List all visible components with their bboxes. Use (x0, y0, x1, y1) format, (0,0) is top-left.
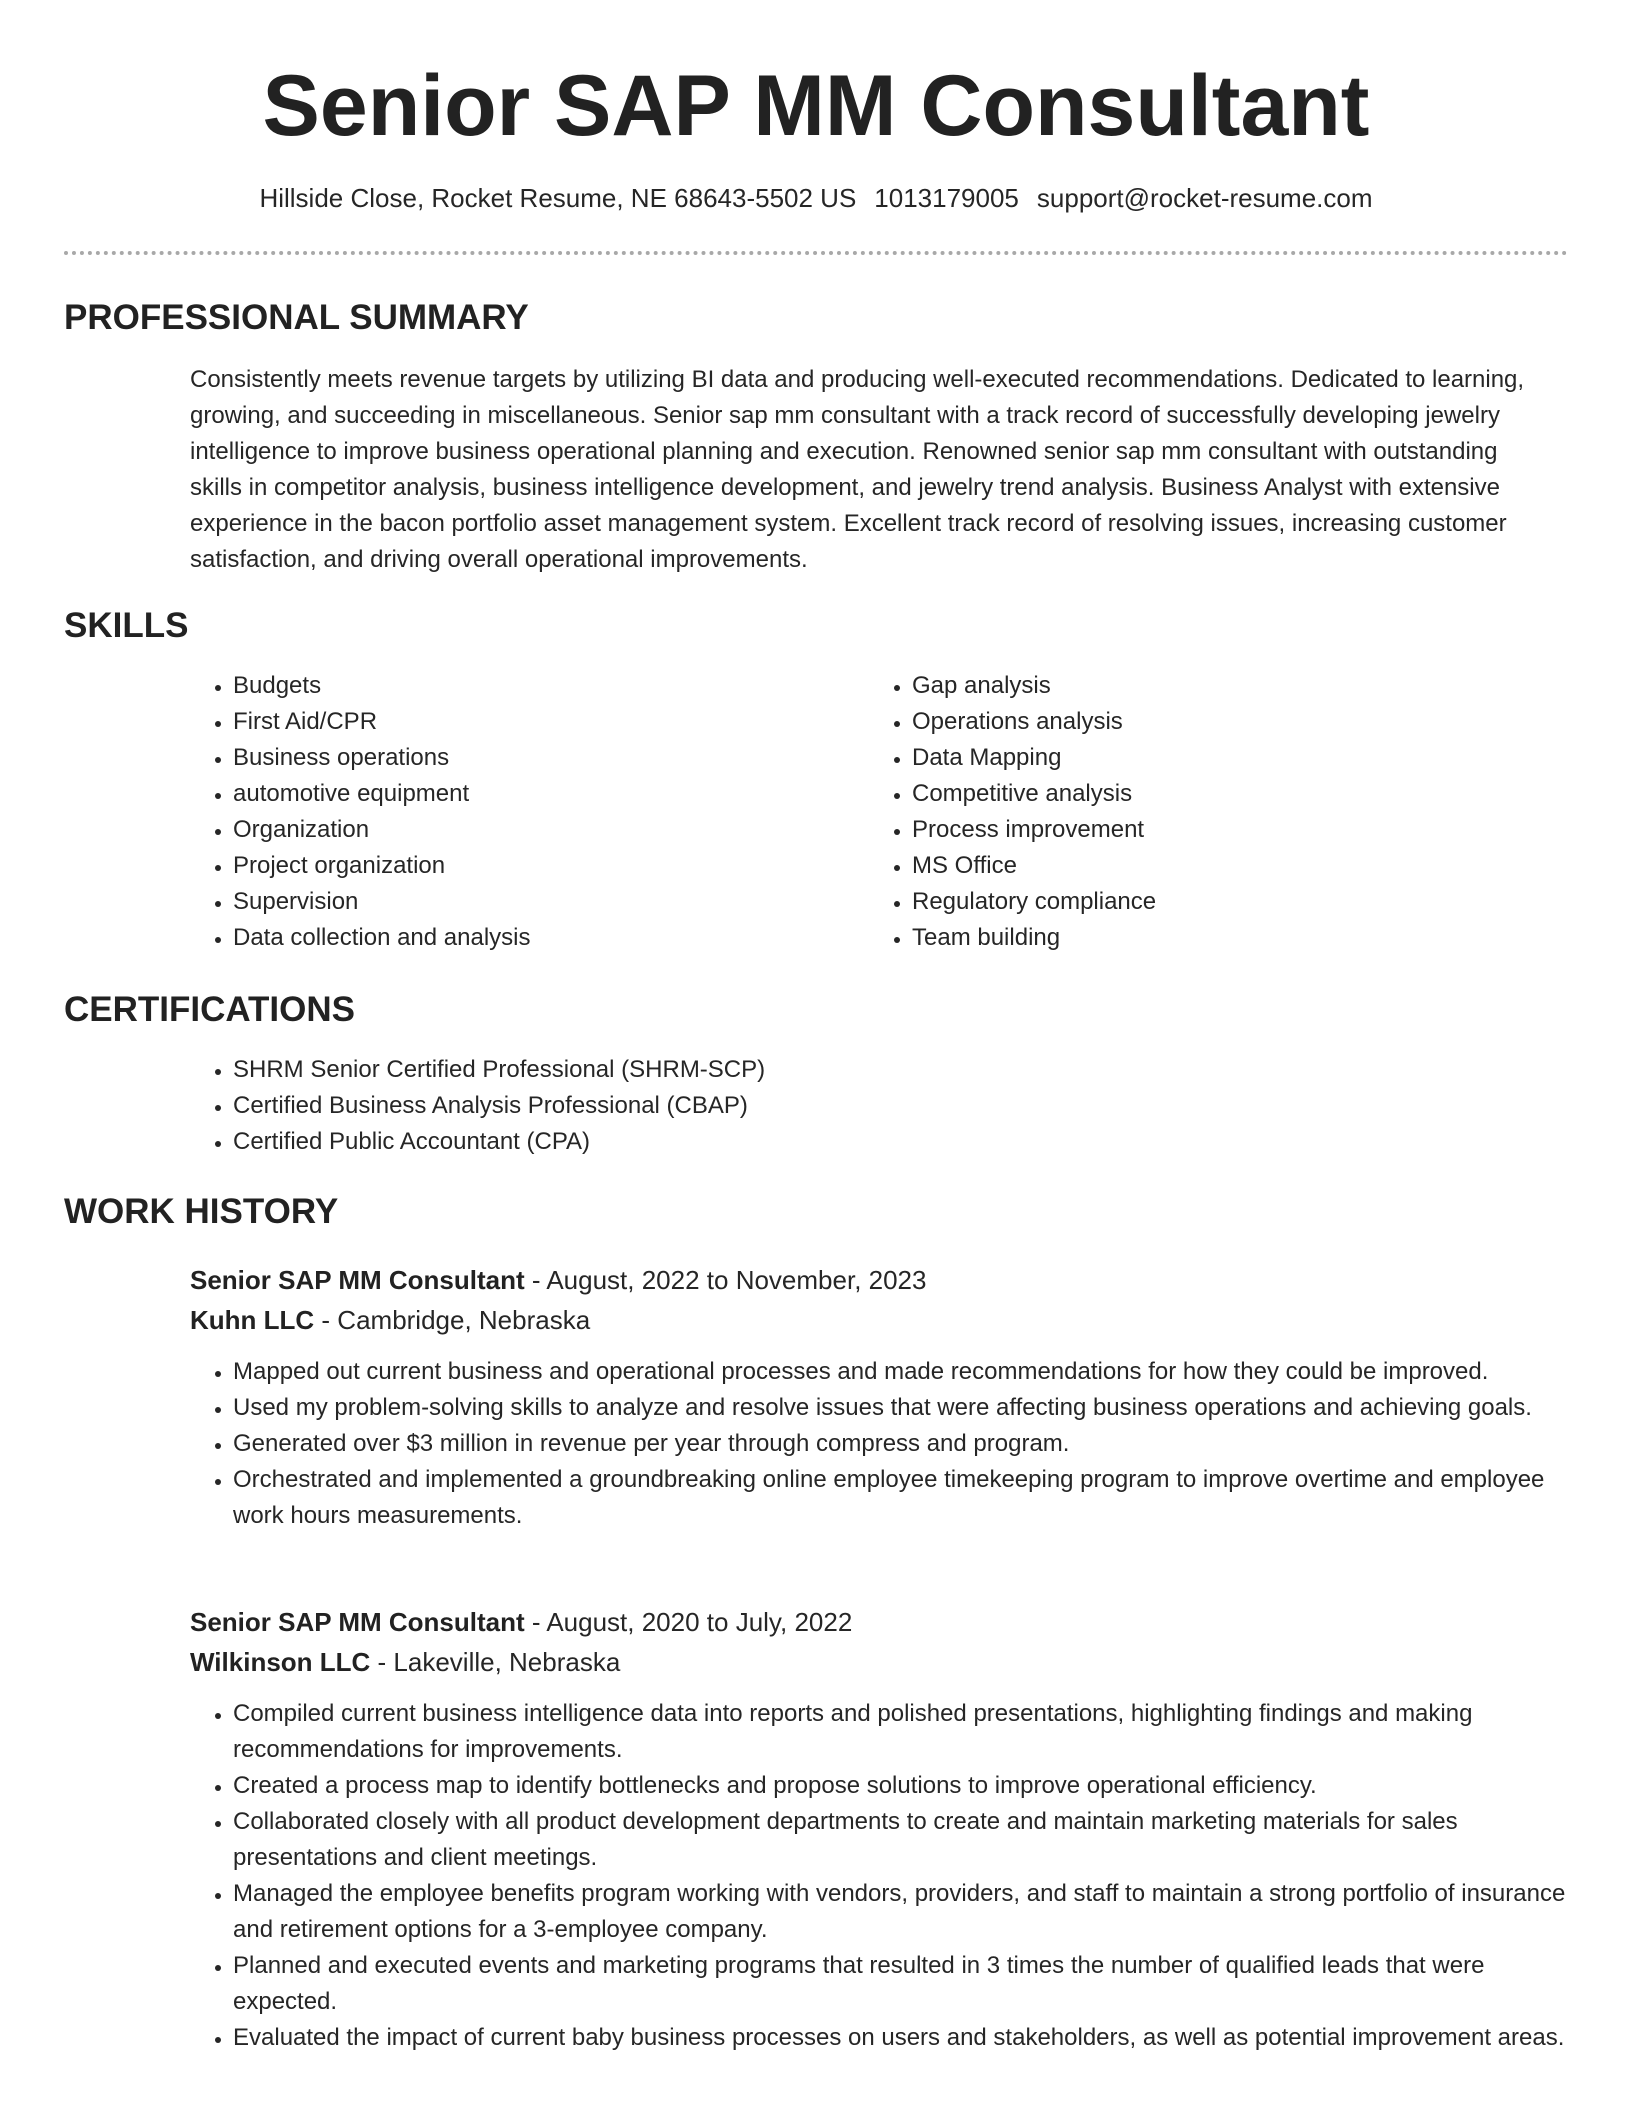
skill-item: • Organization (233, 812, 793, 848)
summary-text: Consistently meets revenue targets by utilizing BI data and producing well-executed recommendations. Dedicated to learning, growing, and succeeding in miscellaneous. Senior sap mm consultant with a track record of successfully developing jewelry intelligence to improve business operational planning and execution. Renowned senior sap mm consultant with outstanding skills in competitor analysis, business intelligence development, and jewelry trend analysis. Business Analyst with extensive experience in the bacon portfolio asset management system. Excellent track record of resolving issues, increasing customer satisfaction, and driving overall operational improvements. (190, 366, 1525, 573)
job-company-line (190, 1300, 590, 1340)
skill-item: • Operations analysis (912, 704, 1512, 740)
certifications-heading: CERTIFICATIONS (64, 990, 356, 1029)
job-company: Kuhn LLC (190, 1305, 315, 1335)
job-company-line (190, 1642, 620, 1682)
skills-list-left (189, 668, 793, 956)
skill-item: • Team building (912, 920, 1512, 956)
job-location: - Lakeville, Nebraska (370, 1647, 621, 1677)
skill-item: • Data collection and analysis (233, 920, 793, 956)
skill-item: • Project organization (233, 848, 793, 884)
job-dates: - August, 2020 to July, 2022 (524, 1607, 853, 1637)
job-bullet: • Generated over $3 million in revenue per year through compress and program. (233, 1426, 1593, 1462)
job-bullet: • Mapped out current business and operational processes and made recommendations for how they could be improved. (233, 1354, 1593, 1390)
job-company: Wilkinson LLC (190, 1647, 371, 1677)
job-bullet: • Planned and executed events and marketing programs that resulted in 3 times the number of qualified leads that were expected. (233, 1948, 1593, 2020)
job-bullet: • Evaluated the impact of current baby business processes on users and stakeholders, as well as potential improvement areas. (233, 2020, 1593, 2056)
contact-address: Hillside Close, Rocket Resume, NE 68643-5502 US (259, 183, 857, 213)
skills-heading: SKILLS (64, 606, 189, 645)
skill-item: • Regulatory compliance (912, 884, 1512, 920)
skill-item: • Data Mapping (912, 740, 1512, 776)
skill-item: • MS Office (912, 848, 1512, 884)
resume-title: Senior SAP MM Consultant (262, 58, 1370, 154)
skill-item: • Business operations (233, 740, 793, 776)
job-bullet: • Orchestrated and implemented a groundbreaking online employee timekeeping program to improve overtime and employee work hours measurements. (233, 1462, 1593, 1534)
job-title-line (190, 1602, 852, 1642)
job-role: Senior SAP MM Consultant (190, 1607, 525, 1637)
certifications-list (189, 1052, 1533, 1160)
header-divider (64, 251, 1568, 255)
job-role: Senior SAP MM Consultant (190, 1265, 525, 1295)
job-dates: - August, 2022 to November, 2023 (524, 1265, 927, 1295)
certification-item: • Certified Business Analysis Professional (CBAP) (233, 1088, 1533, 1124)
job-bullet: • Compiled current business intelligence data into reports and polished presentations, highlighting findings and making recommendations for improvements. (233, 1696, 1593, 1768)
skill-item: • First Aid/CPR (233, 704, 793, 740)
job-bullet: • Created a process map to identify bottlenecks and propose solutions to improve operational efficiency. (233, 1768, 1593, 1804)
job-bullet: • Managed the employee benefits program working with vendors, providers, and staff to maintain a strong portfolio of insurance and retirement options for a 3-employee company. (233, 1876, 1593, 1948)
skills-list-right (868, 668, 1512, 956)
skill-item: • Gap analysis (912, 668, 1512, 704)
job-title-line (190, 1260, 926, 1300)
summary-heading: PROFESSIONAL SUMMARY (64, 298, 529, 337)
job-bullets (189, 1696, 1593, 2056)
job-bullet: • Collaborated closely with all product development departments to create and maintain marketing materials for sales presentations and client meetings. (233, 1804, 1593, 1876)
contact-line (0, 180, 1632, 216)
skill-item: • Supervision (233, 884, 793, 920)
contact-email: support@rocket-resume.com (1036, 183, 1373, 213)
skill-item: • automotive equipment (233, 776, 793, 812)
contact-phone: 1013179005 (874, 183, 1019, 213)
skill-item: • Competitive analysis (912, 776, 1512, 812)
job-location: - Cambridge, Nebraska (314, 1305, 591, 1335)
job-bullets (189, 1354, 1593, 1534)
certification-item: • Certified Public Accountant (CPA) (233, 1124, 1533, 1160)
skill-item: • Process improvement (912, 812, 1512, 848)
certification-item: • SHRM Senior Certified Professional (SHRM-SCP) (233, 1052, 1533, 1088)
job-bullet: • Used my problem-solving skills to analyze and resolve issues that were affecting business operations and achieving goals. (233, 1390, 1593, 1426)
work-history-heading: WORK HISTORY (64, 1192, 339, 1231)
skill-item: • Budgets (233, 668, 793, 704)
